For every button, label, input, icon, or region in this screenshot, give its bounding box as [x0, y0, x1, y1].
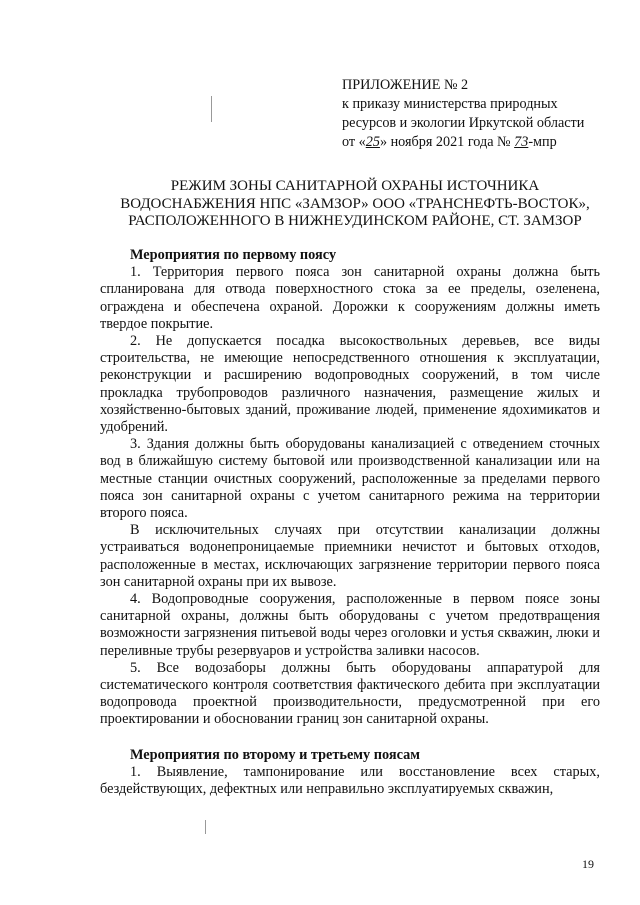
paragraph: 2. Не допускается посадка высокоствольных деревьев, все виды строительства, не имеющие непосредственного отношения к эксплуатации, реконструкции и расширению водопроводных сооружений, в том числе прокладка трубопроводов различного назначения, размещение жилых и хозяйственно-бытовых зданий, проживание людей, применение ядохимикатов и удобрений. — [100, 333, 600, 436]
date-day-handwritten: 25 — [365, 134, 380, 150]
appendix-ministry-line: ресурсов и экологии Иркутской области — [342, 115, 585, 131]
paragraph: 1. Выявление, тампонирование или восстановление всех старых, бездействующих, дефектных или неправильно эксплуатируемых скважин, — [100, 763, 600, 798]
title-line-3: РАСПОЛОЖЕННОГО В НИЖНЕУДИНСКОМ РАЙОНЕ, СТ. ЗАМЗОР — [128, 213, 582, 229]
document-body — [100, 247, 600, 798]
paragraph: В исключительных случаях при отсутствии канализации должны устраиваться водонепроницаемые приемники нечистот и бытовых отходов, расположенные в местах, исключающих загрязнение территории первого пояса зон санитарной охраны при их вывозе. — [100, 522, 600, 590]
order-suffix: -мпр — [528, 134, 557, 150]
title-line-2: ВОДОСНАБЖЕНИЯ НПС «ЗАМЗОР» ООО «ТРАНСНЕФТЬ-ВОСТОК», — [120, 195, 590, 212]
scan-artifact-mark — [205, 820, 206, 834]
appendix-block — [342, 76, 622, 152]
page-number: 19 — [582, 857, 594, 871]
date-middle: » ноября 2021 года № — [379, 134, 515, 150]
section-1-heading: Мероприятия по первому поясу — [130, 247, 337, 263]
paragraph: 5. Все водозаборы должны быть оборудованы аппаратурой для систематического контроля соответствия фактического дебита при эксплуатации водопровода проектной производительности, предусмотренной при его проектировании и обосновании границ зон санитарной охраны. — [100, 659, 600, 728]
date-prefix: от « — [342, 134, 366, 150]
order-number-handwritten: 73 — [514, 134, 529, 150]
appendix-order-line: к приказу министерства природных — [342, 96, 558, 112]
paragraph: 4. Водопроводные сооружения, расположенные в первом поясе зоны санитарной охраны, должны быть оборудованы с учетом предотвращения возможности загрязнения питьевой воды через оголовки и устья скважин, люки и переливные трубы резервуаров и устройства заливки насосов. — [100, 591, 600, 659]
appendix-title: ПРИЛОЖЕНИЕ № 2 — [342, 77, 469, 93]
paragraph: 3. Здания должны быть оборудованы канализацией с отведением сточных вод в ближайшую систему бытовой или производственной канализации или на местные станции очистных сооружений, расположенные за пределами первого пояса зон санитарной охраны с учетом санитарного режима на территории второго пояса. — [100, 436, 600, 522]
title-line-1: РЕЖИМ ЗОНЫ САНИТАРНОЙ ОХРАНЫ ИСТОЧНИКА — [170, 178, 540, 194]
paragraph: 1. Территория первого пояса зон санитарной охраны должна быть спланирована для отвода поверхностного стока за ее пределы, озеленена, ограждена и обеспечена охраной. Дорожки к сооружениям должны иметь твердое покрытие. — [100, 264, 600, 332]
section-2-heading: Мероприятия по второму и третьему поясам — [130, 746, 421, 763]
scan-artifact-mark — [211, 96, 212, 122]
appendix-date-line — [342, 133, 622, 152]
document-title — [100, 178, 610, 231]
